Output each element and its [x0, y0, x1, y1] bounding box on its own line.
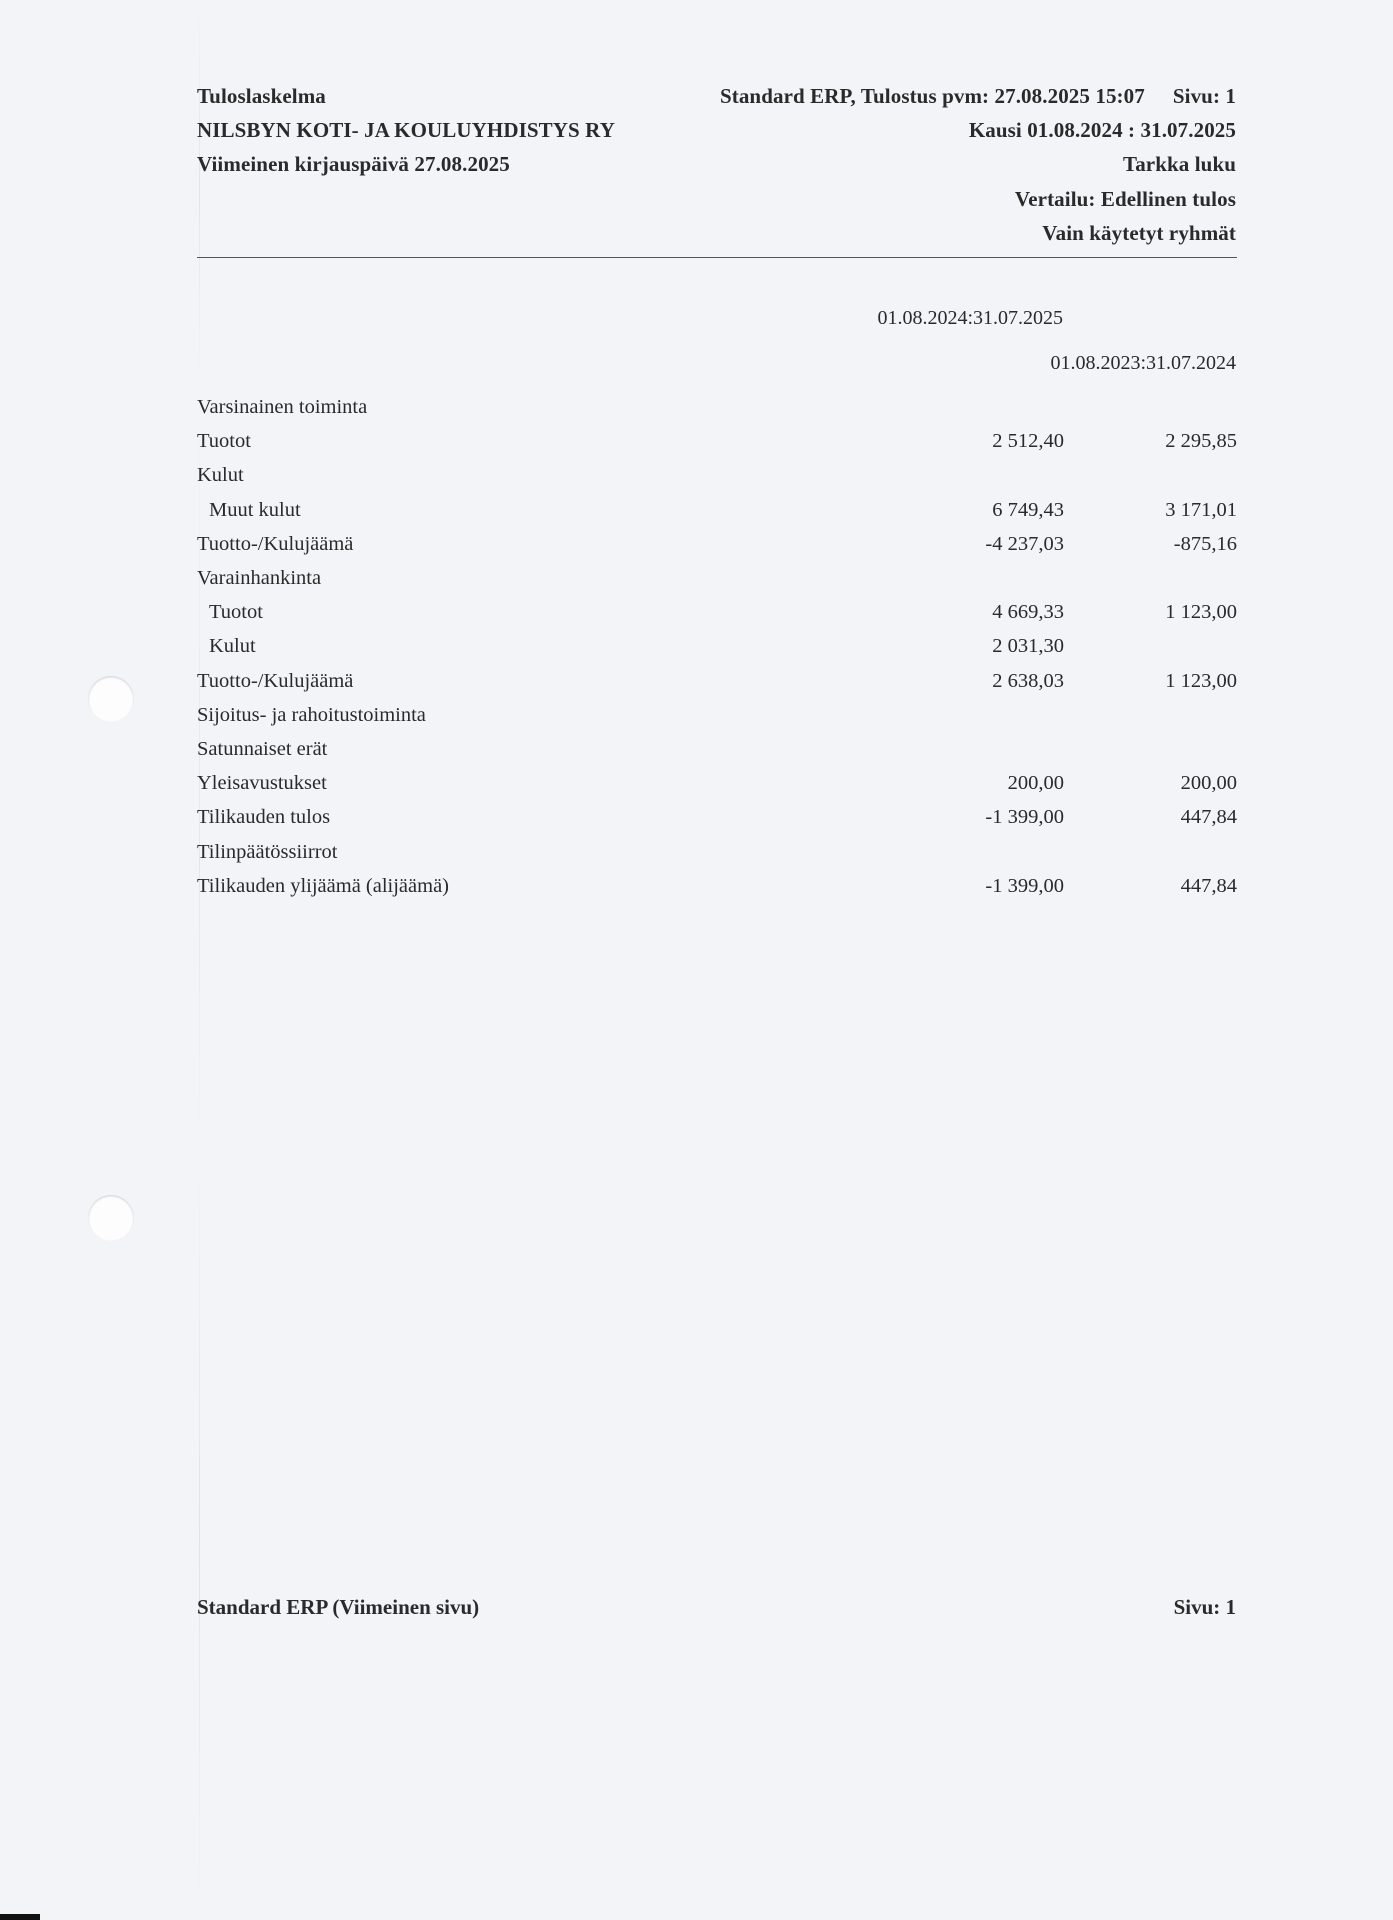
punch-hole — [88, 676, 134, 722]
value-current: 6 749,43 — [992, 498, 1064, 521]
row-label: Kulut — [197, 464, 244, 487]
table-row — [197, 635, 1237, 665]
column-header-previous: 01.08.2023:31.07.2024 — [1050, 352, 1236, 374]
print-info-line — [720, 84, 1236, 109]
scan-margin-mark — [199, 0, 200, 1920]
footer-page: Sivu: 1 — [1173, 1595, 1236, 1619]
value-current: 200,00 — [1007, 772, 1064, 795]
value-current: 4 669,33 — [992, 601, 1064, 624]
value-previous: 447,84 — [1180, 806, 1237, 829]
header-divider — [197, 257, 1237, 258]
punch-hole — [88, 1195, 134, 1241]
organization-name: NILSBYN KOTI- JA KOULUYHDISTYS RY — [197, 118, 615, 142]
table-row — [197, 704, 1237, 734]
comparison: Vertailu: Edellinen tulos — [1014, 187, 1236, 211]
period: Kausi 01.08.2024 : 31.07.2025 — [968, 118, 1236, 142]
row-label: Varainhankinta — [197, 567, 322, 589]
table-row — [197, 567, 1237, 597]
value-previous: 2 295,85 — [1165, 430, 1237, 453]
table-row — [197, 499, 1237, 529]
value-previous: 1 123,00 — [1165, 669, 1237, 692]
table-row — [197, 396, 1237, 426]
table-row — [197, 601, 1237, 631]
table-row — [197, 841, 1237, 871]
row-label: Tuotot — [197, 430, 251, 453]
value-previous: 200,00 — [1180, 772, 1237, 795]
table-row — [197, 806, 1237, 836]
groups-filter: Vain käytetyt ryhmät — [1042, 221, 1236, 245]
column-header-current: 01.08.2024:31.07.2025 — [877, 307, 1063, 329]
value-current: 2 512,40 — [992, 430, 1064, 453]
row-label: Tuotot — [209, 601, 263, 624]
footer-left: Standard ERP (Viimeinen sivu) — [197, 1595, 480, 1619]
row-label: Tuotto-/Kulujäämä — [197, 669, 354, 692]
value-previous: -875,16 — [1173, 532, 1237, 555]
table-row — [197, 430, 1237, 460]
row-label: Muut kulut — [209, 498, 301, 521]
table-row — [197, 533, 1237, 563]
value-current: -1 399,00 — [985, 874, 1064, 897]
row-label: Kulut — [209, 635, 256, 658]
table-row — [197, 670, 1237, 700]
report-title: Tuloslaskelma — [197, 84, 326, 108]
print-info: Standard ERP, Tulostus pvm: 27.08.2025 15:07 — [719, 84, 1145, 108]
value-previous: 1 123,00 — [1165, 601, 1237, 624]
row-label: Sijoitus- ja rahoitustoiminta — [197, 703, 426, 726]
value-previous: 447,84 — [1180, 874, 1237, 897]
row-label: Satunnaiset erät — [197, 738, 328, 760]
row-label: Varsinainen toiminta — [197, 396, 368, 418]
last-posting-date: Viimeinen kirjauspäivä 27.08.2025 — [197, 152, 510, 176]
row-label: Yleisavustukset — [197, 772, 327, 795]
table-row — [197, 875, 1237, 905]
value-current: 2 031,30 — [992, 635, 1064, 658]
value-current: -1 399,00 — [985, 806, 1064, 829]
table-row — [197, 738, 1237, 768]
scan-edge — [0, 1914, 40, 1920]
precision: Tarkka luku — [1123, 152, 1236, 176]
value-current: 2 638,03 — [992, 669, 1064, 692]
table-row — [197, 464, 1237, 494]
row-label: Tuotto-/Kulujäämä — [197, 532, 354, 555]
row-label: Tilinpäätössiirrot — [197, 840, 338, 863]
value-previous: 3 171,01 — [1165, 498, 1237, 521]
table-row — [197, 772, 1237, 802]
row-label: Tilikauden ylijäämä (alijäämä) — [197, 874, 449, 897]
row-label: Tilikauden tulos — [197, 806, 331, 829]
value-current: -4 237,03 — [985, 532, 1064, 555]
page-number: Sivu: 1 — [1172, 84, 1236, 108]
